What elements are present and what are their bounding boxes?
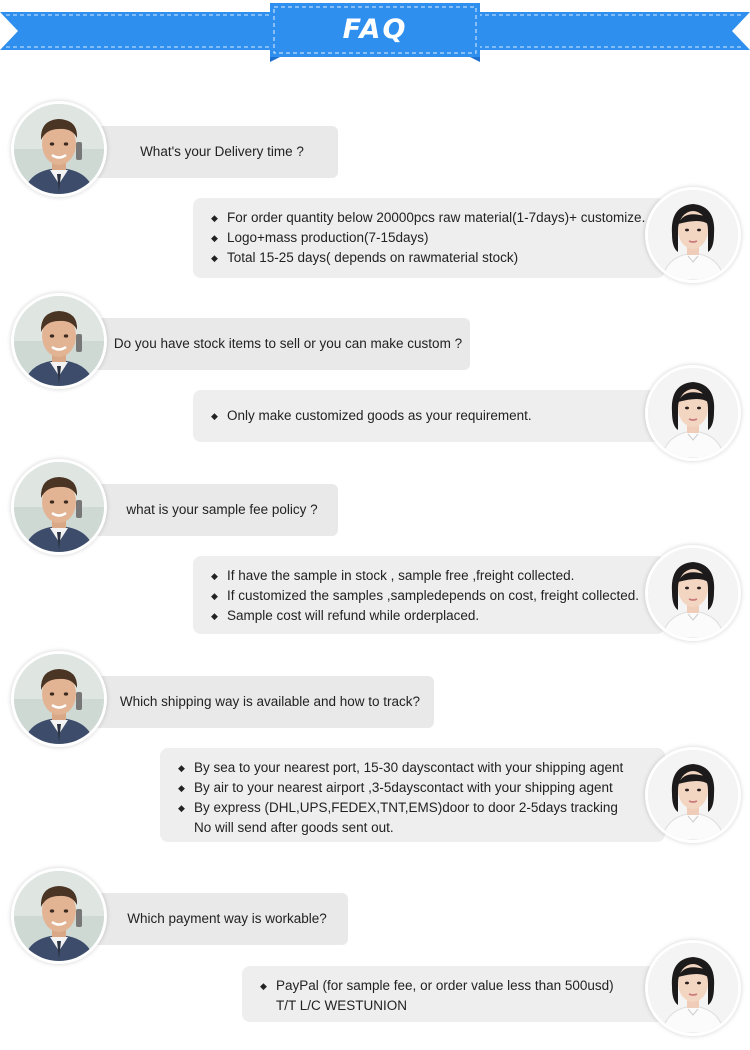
answer-bubble — [242, 966, 665, 1022]
diamond-bullet-icon: ◆ — [211, 253, 218, 263]
question-text: What's your Delivery time ? — [140, 144, 304, 159]
diamond-bullet-icon: ◆ — [211, 611, 218, 621]
answer-item: ◆ Only make customized goods as your requirement. — [211, 406, 649, 426]
question-text: Which shipping way is available and how to track? — [119, 694, 421, 709]
answer-item: ◆ Sample cost will refund while orderplaced. — [211, 606, 649, 626]
page-title: FAQ — [342, 14, 408, 45]
question-text: Which payment way is workable? — [127, 911, 327, 926]
answer-item: ◆ By express (DHL,UPS,FEDEX,TNT,EMS)door to door 2-5days tracking — [178, 798, 649, 818]
answer-item: ◆ If have the sample in stock , sample free ,freight collected. — [211, 566, 649, 586]
answer-item: ◆ Total 15-25 days( depends on rawmaterial stock) — [211, 248, 649, 268]
male-customer-avatar — [14, 462, 104, 552]
answer-bubble — [193, 198, 665, 278]
male-customer-avatar — [14, 104, 104, 194]
female-support-avatar — [648, 548, 738, 638]
diamond-bullet-icon: ◆ — [178, 763, 185, 773]
female-support-avatar — [648, 368, 738, 458]
female-support-avatar — [648, 750, 738, 840]
male-customer-avatar — [14, 296, 104, 386]
question-bubble — [82, 126, 338, 178]
diamond-bullet-icon: ◆ — [260, 981, 267, 991]
diamond-bullet-icon: ◆ — [178, 783, 185, 793]
diamond-bullet-icon: ◆ — [178, 803, 185, 813]
answer-item: ◆ For order quantity below 20000pcs raw material(1-7days)+ customize. — [211, 208, 649, 228]
answer-item: ◆ By air to your nearest airport ,3-5dayscontact with your shipping agent — [178, 778, 649, 798]
diamond-bullet-icon: ◆ — [211, 233, 218, 243]
answer-item: ◆ If customized the samples ,sampledepends on cost, freight collected. — [211, 586, 649, 606]
answer-continuation: T/T L/C WESTUNION — [276, 998, 408, 1013]
diamond-bullet-icon: ◆ — [211, 591, 218, 601]
diamond-bullet-icon: ◆ — [211, 213, 218, 223]
answer-bubble — [160, 748, 665, 842]
answer-item: ◆ PayPal (for sample fee, or order value less than 500usd) — [260, 976, 649, 996]
diamond-bullet-icon: ◆ — [211, 571, 218, 581]
answer-bubble — [193, 556, 665, 634]
question-bubble — [82, 676, 434, 728]
question-text: Do you have stock items to sell or you can make custom ? — [113, 336, 463, 351]
faq-banner — [0, 0, 750, 62]
diamond-bullet-icon: ◆ — [211, 411, 218, 421]
male-customer-avatar — [14, 654, 104, 744]
male-customer-avatar — [14, 871, 104, 961]
question-bubble — [82, 318, 470, 370]
answer-continuation: No will send after goods sent out. — [194, 820, 394, 835]
question-text: what is your sample fee policy ? — [126, 502, 318, 517]
question-bubble — [82, 893, 348, 945]
answer-item: ◆ Logo+mass production(7-15days) — [211, 228, 649, 248]
answer-bubble — [193, 390, 665, 442]
answer-item: ◆ By sea to your nearest port, 15-30 dayscontact with your shipping agent — [178, 758, 649, 778]
question-bubble — [82, 484, 338, 536]
female-support-avatar — [648, 943, 738, 1033]
female-support-avatar — [648, 190, 738, 280]
